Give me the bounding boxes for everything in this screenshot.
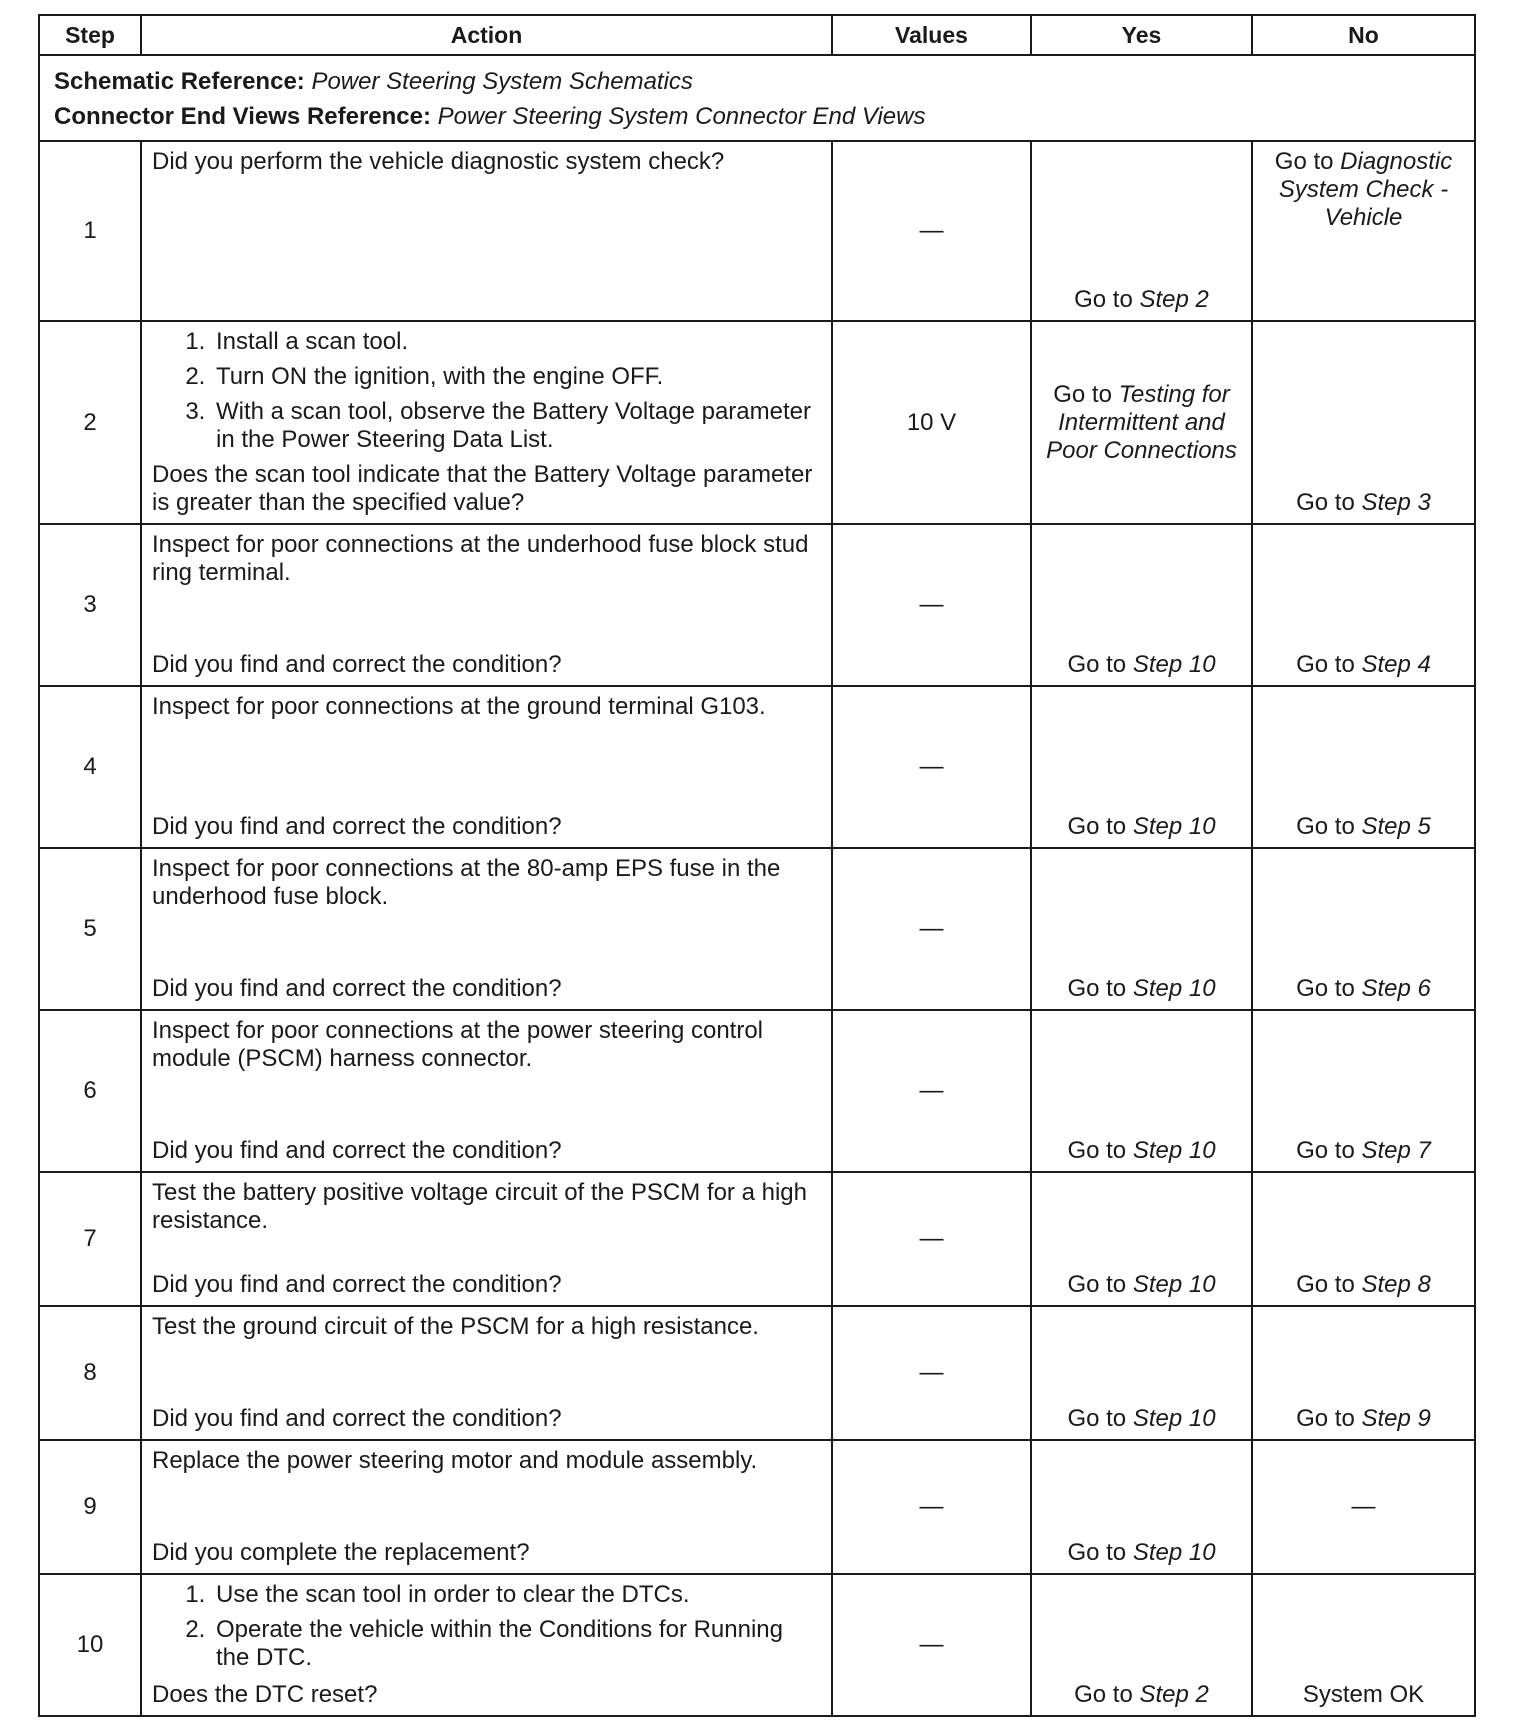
no-target-link[interactable]: Step 8 [1361, 1271, 1431, 1298]
goto-label: Go to [1067, 651, 1127, 678]
yes-target-link[interactable]: Step 10 [1132, 1539, 1216, 1566]
no-goto[interactable] [1253, 975, 1474, 1003]
action-question: Did you complete the replacement? [152, 1539, 530, 1566]
header-row [39, 15, 1475, 55]
value-cell: — [832, 1574, 1031, 1716]
goto-label: Go to [1296, 813, 1355, 840]
no-cell [1252, 1440, 1475, 1574]
no-target-link[interactable]: Step 7 [1361, 1137, 1431, 1164]
step-number: 2 [39, 321, 141, 524]
step-number: 7 [39, 1172, 141, 1306]
yes-cell [1031, 141, 1252, 321]
yes-cell [1031, 686, 1252, 848]
action-text: Inspect for poor connections at the ground terminal G103. [152, 693, 766, 720]
schematic-reference-link[interactable]: Power Steering System Schematics [311, 68, 693, 95]
value-cell: — [832, 1306, 1031, 1440]
table-row [39, 686, 1475, 848]
step-number: 6 [39, 1010, 141, 1172]
no-cell [1252, 1306, 1475, 1440]
no-cell [1252, 141, 1475, 321]
action-cell [141, 321, 832, 524]
header-action: Action [141, 15, 832, 55]
yes-goto[interactable] [1032, 1405, 1251, 1433]
step-number: 8 [39, 1306, 141, 1440]
step-number: 1 [39, 141, 141, 321]
yes-target-link[interactable]: Step 10 [1132, 813, 1216, 840]
header-yes: Yes [1031, 15, 1252, 55]
yes-cell [1031, 1306, 1252, 1440]
yes-cell [1031, 1440, 1252, 1574]
connector-reference-label: Connector End Views Reference: [54, 103, 431, 130]
value-cell: — [832, 848, 1031, 1010]
no-target-link[interactable]: Step 4 [1361, 651, 1431, 678]
no-target-link[interactable]: Diagnostic System Check - Vehicle [1278, 148, 1453, 231]
step-number: 3 [39, 524, 141, 686]
action-question: Does the scan tool indicate that the Battery Voltage parameter is greater than the specified value? [152, 461, 813, 516]
action-question: Did you find and correct the condition? [152, 1271, 562, 1298]
goto-label: Go to [1067, 813, 1127, 840]
yes-cell [1031, 524, 1252, 686]
goto-label: Go to [1067, 975, 1127, 1002]
action-cell [141, 1574, 832, 1716]
yes-goto[interactable] [1032, 1539, 1251, 1567]
yes-target-link[interactable]: Step 10 [1132, 651, 1216, 678]
schematic-reference [54, 64, 1460, 99]
reference-row [39, 55, 1475, 141]
goto-label: Go to [1296, 975, 1355, 1002]
yes-cell [1031, 1010, 1252, 1172]
goto-label: Go to [1074, 286, 1133, 313]
yes-goto[interactable] [1032, 651, 1251, 679]
goto-label: Go to [1296, 489, 1355, 516]
goto-label: Go to [1296, 651, 1355, 678]
action-cell [141, 1306, 832, 1440]
yes-target-link[interactable]: Step 10 [1132, 1405, 1216, 1432]
yes-goto[interactable] [1032, 286, 1251, 314]
action-text: Test the ground circuit of the PSCM for a high resistance. [152, 1313, 759, 1340]
no-cell [1252, 686, 1475, 848]
action-question: Did you find and correct the condition? [152, 975, 562, 1002]
no-goto[interactable] [1253, 651, 1474, 679]
value-cell: — [832, 1440, 1031, 1574]
no-target-link[interactable]: Step 5 [1361, 813, 1431, 840]
table-row [39, 524, 1475, 686]
action-question: Did you find and correct the condition? [152, 1137, 562, 1164]
reference-cell [39, 55, 1475, 141]
goto-label: Go to [1067, 1271, 1127, 1298]
table-row [39, 1010, 1475, 1172]
yes-goto[interactable] [1032, 1271, 1251, 1299]
action-text: Test the battery positive voltage circuit of the PSCM for a high resistance. [152, 1179, 807, 1234]
table-row [39, 1574, 1475, 1716]
yes-goto[interactable] [1032, 975, 1251, 1003]
action-cell [141, 1440, 832, 1574]
no-goto[interactable] [1253, 1405, 1474, 1433]
connector-reference [54, 99, 1460, 134]
action-cell [141, 1172, 832, 1306]
no-cell [1252, 1010, 1475, 1172]
yes-cell [1031, 1574, 1252, 1716]
yes-goto[interactable] [1032, 381, 1251, 465]
table-row [39, 1306, 1475, 1440]
no-cell [1252, 524, 1475, 686]
table-row [39, 1440, 1475, 1574]
value-cell: — [832, 1172, 1031, 1306]
yes-target-link[interactable]: Step 10 [1132, 975, 1216, 1002]
step-number: 9 [39, 1440, 141, 1574]
step-rows [39, 141, 1475, 1716]
action-question: Did you find and correct the condition? [152, 813, 562, 840]
goto-label: Go to [1296, 1137, 1355, 1164]
action-text: Did you perform the vehicle diagnostic system check? [152, 148, 725, 175]
no-cell [1252, 1574, 1475, 1716]
action-cell [141, 848, 832, 1010]
action-text: Inspect for poor connections at the underhood fuse block stud ring terminal. [152, 531, 809, 586]
value-cell: — [832, 141, 1031, 321]
yes-target-link[interactable]: Step 10 [1132, 1271, 1216, 1298]
yes-target-link[interactable]: Step 2 [1139, 286, 1209, 313]
action-steps [152, 1581, 819, 1679]
table-row [39, 848, 1475, 1010]
schematic-reference-label: Schematic Reference: [54, 68, 305, 95]
action-text: Inspect for poor connections at the 80-amp EPS fuse in the underhood fuse block. [152, 855, 781, 910]
step-number: 5 [39, 848, 141, 1010]
action-text: Replace the power steering motor and module assembly. [152, 1447, 758, 1474]
action-step-item: 2. Operate the vehicle within the Conditions for Running the DTC. [212, 1616, 819, 1672]
goto-label: Go to [1053, 380, 1112, 408]
no-cell [1252, 848, 1475, 1010]
yes-cell [1031, 321, 1252, 524]
action-question: Did you find and correct the condition? [152, 651, 562, 678]
action-step-item: 1. Use the scan tool in order to clear the DTCs. [212, 1581, 819, 1609]
header-values: Values [832, 15, 1031, 55]
yes-cell [1031, 848, 1252, 1010]
action-cell [141, 524, 832, 686]
no-goto[interactable] [1253, 1137, 1474, 1165]
action-text: Inspect for poor connections at the power steering control module (PSCM) harness connector. [152, 1017, 764, 1072]
no-result: System OK [1302, 1681, 1425, 1708]
no-target-link[interactable]: Step 9 [1361, 1405, 1431, 1432]
yes-goto[interactable] [1032, 1137, 1251, 1165]
table-row [39, 321, 1475, 524]
step-number: 4 [39, 686, 141, 848]
goto-label: Go to [1067, 1539, 1127, 1566]
no-cell [1252, 321, 1475, 524]
no-cell [1252, 1172, 1475, 1306]
value-cell: 10 V [832, 321, 1031, 524]
diagnostic-table [38, 14, 1476, 1717]
value-cell: — [832, 1010, 1031, 1172]
connector-reference-link[interactable]: Power Steering System Connector End Views [437, 103, 926, 130]
no-goto[interactable] [1253, 489, 1474, 517]
header-no: No [1252, 15, 1475, 55]
action-question: Did you find and correct the condition? [152, 1405, 562, 1432]
no-goto[interactable] [1253, 148, 1474, 232]
no-none: — [1351, 1493, 1376, 1520]
action-question: Does the DTC reset? [152, 1681, 378, 1708]
yes-cell [1031, 1172, 1252, 1306]
no-target-link[interactable]: Step 6 [1361, 975, 1431, 1002]
yes-target-link[interactable]: Step 2 [1139, 1681, 1209, 1708]
goto-label: Go to [1296, 1405, 1355, 1432]
yes-goto[interactable] [1032, 1681, 1251, 1709]
value-cell: — [832, 524, 1031, 686]
goto-label: Go to [1067, 1137, 1127, 1164]
table-row [39, 141, 1475, 321]
yes-target-link[interactable]: Testing for Intermittent and Poor Connections [1046, 380, 1237, 464]
header-step: Step [39, 15, 141, 55]
action-steps [152, 328, 819, 461]
action-cell [141, 141, 832, 321]
goto-label: Go to [1274, 148, 1334, 175]
no-goto[interactable] [1253, 1271, 1474, 1299]
yes-target-link[interactable]: Step 10 [1132, 1137, 1216, 1164]
action-cell [141, 686, 832, 848]
goto-label: Go to [1067, 1405, 1127, 1432]
yes-goto[interactable] [1032, 813, 1251, 841]
goto-label: Go to [1296, 1271, 1355, 1298]
step-number: 10 [39, 1574, 141, 1716]
action-step-item: 2. Turn ON the ignition, with the engine OFF. [212, 363, 819, 391]
table-row [39, 1172, 1475, 1306]
action-step-item: 3. With a scan tool, observe the Battery Voltage parameter in the Power Steering Data List. [212, 398, 819, 454]
action-step-item: 1. Install a scan tool. [212, 328, 819, 356]
goto-label: Go to [1074, 1681, 1133, 1708]
value-cell: — [832, 686, 1031, 848]
action-cell [141, 1010, 832, 1172]
no-target-link[interactable]: Step 3 [1361, 489, 1431, 516]
no-goto[interactable] [1253, 813, 1474, 841]
